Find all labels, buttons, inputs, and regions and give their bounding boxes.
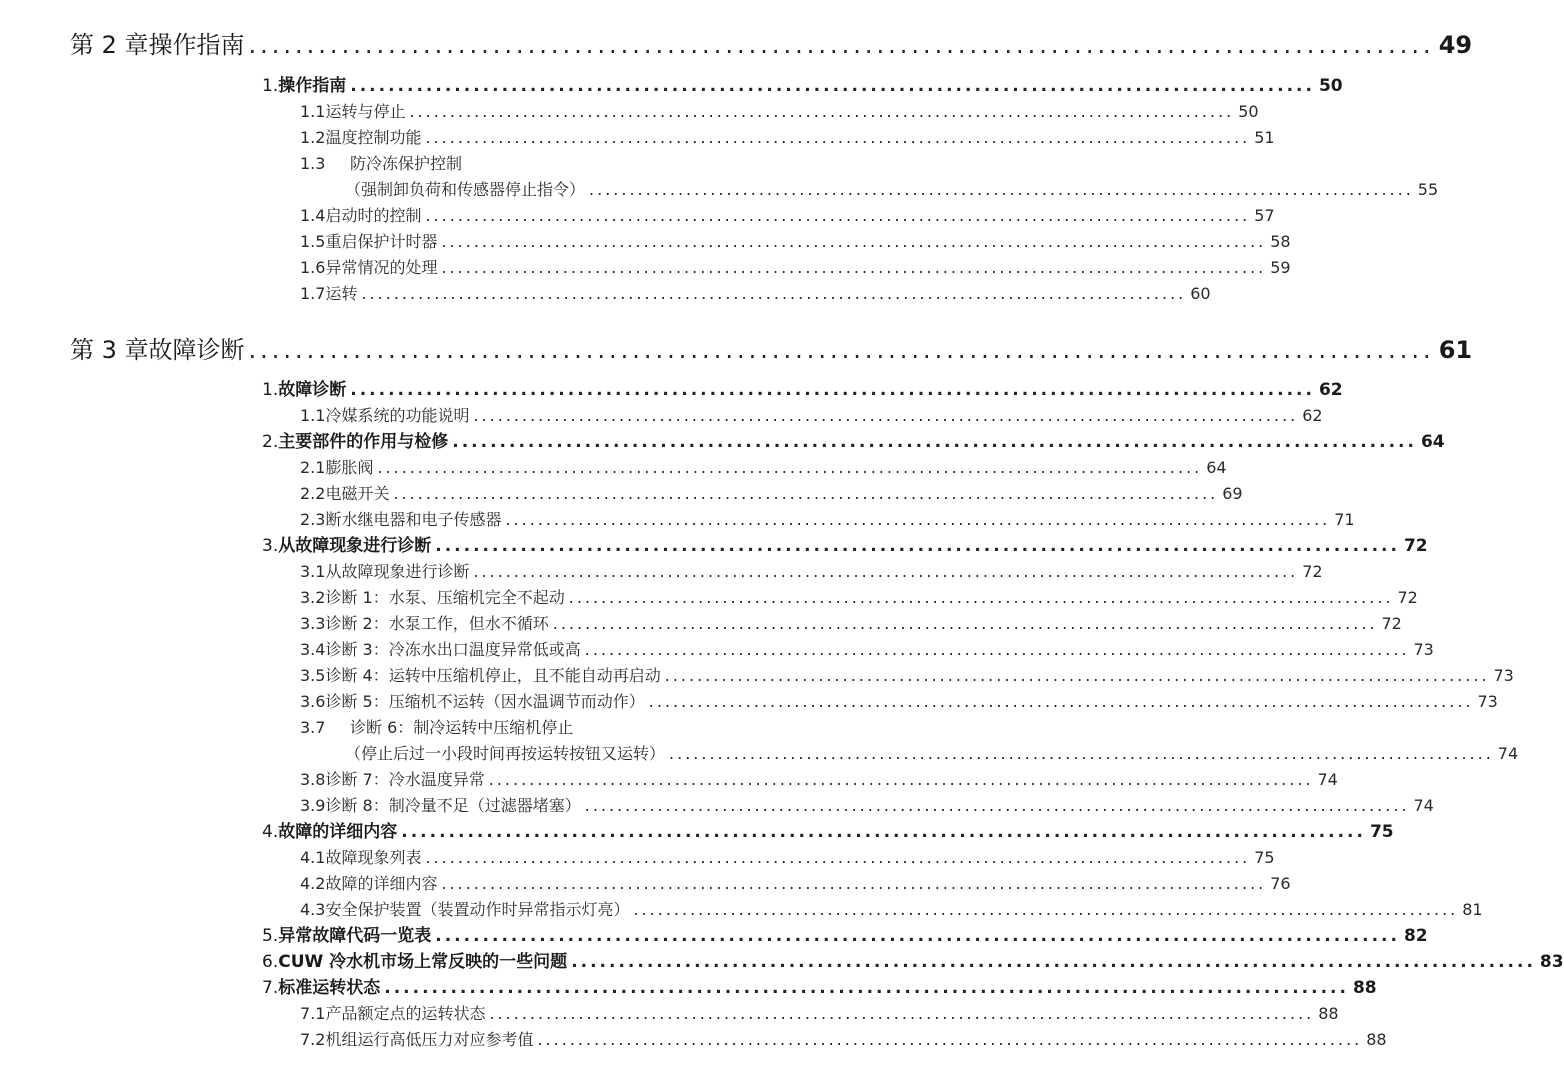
page-number: 51 (1254, 128, 1275, 147)
page-number: 62 (1318, 380, 1343, 400)
subsection-title: 诊断 6：制冷运转中压缩机停止 (350, 718, 574, 737)
leader-dots: ...................................................................................................... (409, 102, 1235, 121)
page-number: 69 (1222, 484, 1243, 503)
chapter-number: 第 2 章 (70, 31, 149, 59)
leader-dots: ...................................................................................................... (248, 336, 1435, 364)
subsection-number: 1.2 (300, 128, 326, 147)
page-number: 64 (1420, 432, 1445, 452)
page-number: 73 (1413, 640, 1434, 659)
section-number: 6. (262, 952, 279, 972)
leader-dots: ...................................................................................................... (401, 822, 1366, 842)
subsection-entry (300, 230, 1291, 254)
page-number: 61 (1438, 336, 1473, 364)
leader-dots: ...................................................................................................... (584, 640, 1410, 659)
subsection-entry (300, 664, 1514, 688)
leader-dots: ...................................................................................................... (669, 744, 1494, 763)
leader-dots: ...................................................................................................... (452, 432, 1417, 452)
subsection-number: 3.2 (300, 588, 326, 607)
subsection-number: 2.1 (300, 458, 326, 477)
leader-dots: ...................................................................................................... (552, 614, 1378, 633)
subsection-entry (300, 204, 1275, 228)
leader-dots: ...................................................................................................... (248, 31, 1435, 59)
page-number: 74 (1317, 770, 1338, 789)
subsection-number: 3.5 (300, 666, 326, 685)
section-number: 1. (262, 380, 279, 400)
page-number: 75 (1254, 848, 1275, 867)
leader-dots: ...................................................................................................... (505, 510, 1331, 529)
chapter-title: 操作指南 (148, 31, 245, 59)
subsection-number: 4.1 (300, 848, 326, 867)
section-number: 1. (262, 76, 279, 96)
leader-dots: ...................................................................................................... (488, 770, 1314, 789)
leader-dots: ...................................................................................................... (664, 666, 1490, 685)
subsection-title: 机组运行高低压力对应参考值 (325, 1030, 534, 1049)
subsection-number: 1.7 (300, 284, 326, 303)
leader-dots: ...................................................................................................... (441, 874, 1267, 893)
leader-dots: ...................................................................................................... (571, 952, 1536, 972)
section-title: 从故障现象进行诊断 (278, 536, 432, 556)
page-number: 72 (1381, 614, 1402, 633)
subsection-entry-first-line (300, 152, 462, 176)
page-number: 76 (1270, 874, 1291, 893)
section-entry (262, 534, 1428, 558)
subsection-entry (300, 612, 1402, 636)
page-number: 57 (1254, 206, 1275, 225)
subsection-number: 3.8 (300, 770, 326, 789)
leader-dots: ...................................................................................................... (384, 978, 1349, 998)
page-number: 88 (1352, 978, 1377, 998)
subsection-entry (300, 846, 1275, 870)
leader-dots: ...................................................................................................... (425, 848, 1251, 867)
page-number: 71 (1334, 510, 1355, 529)
page-number: 81 (1462, 900, 1483, 919)
section-title: 异常故障代码一览表 (278, 926, 432, 946)
section-entry (262, 924, 1428, 948)
subsection-number: 3.6 (300, 692, 326, 711)
subsection-entry (300, 872, 1291, 896)
subsection-title: 故障现象列表 (325, 848, 422, 867)
section-title: 操作指南 (278, 76, 347, 96)
subsection-title: 安全保护装置（装置动作时异常指示灯亮） (325, 900, 630, 919)
subsection-entry (300, 794, 1434, 818)
page-number: 75 (1369, 822, 1394, 842)
subsection-number: 2.3 (300, 510, 326, 529)
subsection-entry (300, 638, 1434, 662)
subsection-title: 运转与停止 (325, 102, 406, 121)
subsection-entry (300, 282, 1211, 306)
subsection-number: 3.7 (300, 718, 326, 737)
page-number: 82 (1403, 926, 1428, 946)
section-title: 主要部件的作用与检修 (278, 432, 449, 452)
leader-dots: ...................................................................................................... (435, 536, 1400, 556)
section-entry (262, 378, 1343, 402)
section-number: 4. (262, 822, 279, 842)
subsection-entry (300, 768, 1338, 792)
subsection-entry (300, 1002, 1339, 1026)
chapter-2-entry (70, 29, 1473, 61)
section-entry (262, 820, 1394, 844)
subsection-number: 1.5 (300, 232, 326, 251)
subsection-title: 诊断 4：运转中压缩机停止，且不能自动再启动 (325, 666, 661, 685)
subsection-number: 1.1 (300, 406, 326, 425)
subsection-entry (300, 690, 1498, 714)
leader-dots: ...................................................................................................... (473, 562, 1299, 581)
subsection-title-continued: （停止后过一小段时间再按运转按钮又运转） (345, 744, 666, 763)
page-number: 59 (1270, 258, 1291, 277)
section-number: 7. (262, 978, 279, 998)
section-entry (262, 430, 1445, 454)
subsection-title-continued: （强制卸负荷和传感器停止指令） (345, 180, 586, 199)
section-number: 2. (262, 432, 279, 452)
leader-dots: ...................................................................................................... (648, 692, 1474, 711)
subsection-title: 启动时的控制 (325, 206, 422, 225)
section-title: 故障的详细内容 (278, 822, 398, 842)
subsection-title: 电磁开关 (325, 484, 390, 503)
subsection-title: 防冷冻保护控制 (350, 154, 463, 173)
leader-dots: ...................................................................................................... (425, 128, 1251, 147)
subsection-entry (300, 898, 1483, 922)
subsection-title: 从故障现象进行诊断 (325, 562, 470, 581)
subsection-number: 3.4 (300, 640, 326, 659)
chapter-title: 故障诊断 (148, 336, 245, 364)
subsection-number: 7.2 (300, 1030, 326, 1049)
subsection-number: 3.1 (300, 562, 326, 581)
subsection-title: 重启保护计时器 (325, 232, 438, 251)
subsection-title: 温度控制功能 (325, 128, 422, 147)
leader-dots: ...................................................................................................... (584, 796, 1410, 815)
leader-dots: ...................................................................................................... (393, 484, 1219, 503)
page-number: 49 (1438, 31, 1473, 59)
page-number: 73 (1493, 666, 1514, 685)
subsection-entry-continuation (345, 178, 1439, 202)
subsection-number: 3.3 (300, 614, 326, 633)
chapter-3-entry (70, 334, 1473, 366)
subsection-title: 诊断 8：制冷量不足（过滤器堵塞） (325, 796, 581, 815)
leader-dots: ...................................................................................................... (537, 1030, 1363, 1049)
subsection-number: 1.6 (300, 258, 326, 277)
page-number: 72 (1302, 562, 1323, 581)
subsection-entry (300, 456, 1227, 480)
subsection-entry-continuation (345, 742, 1519, 766)
section-number: 3. (262, 536, 279, 556)
chapter-number: 第 3 章 (70, 336, 149, 364)
leader-dots: ...................................................................................................... (489, 1004, 1315, 1023)
subsection-number: 7.1 (300, 1004, 326, 1023)
page-number: 60 (1190, 284, 1211, 303)
subsection-title: 产品额定点的运转状态 (325, 1004, 486, 1023)
page-number: 50 (1318, 76, 1343, 96)
leader-dots: ...................................................................................................... (589, 180, 1414, 199)
subsection-number: 1.4 (300, 206, 326, 225)
subsection-entry (300, 560, 1323, 584)
page-number: 72 (1403, 536, 1428, 556)
page-number: 72 (1397, 588, 1418, 607)
leader-dots: ...................................................................................................... (441, 232, 1267, 251)
page-number: 50 (1238, 102, 1259, 121)
page-number: 74 (1413, 796, 1434, 815)
leader-dots: ...................................................................................................... (568, 588, 1394, 607)
subsection-title: 诊断 1：水泵、压缩机完全不起动 (325, 588, 565, 607)
subsection-entry (300, 508, 1355, 532)
leader-dots: ...................................................................................................... (473, 406, 1299, 425)
subsection-title: 诊断 2：水泵工作，但水不循环 (325, 614, 549, 633)
subsection-title: 异常情况的处理 (325, 258, 438, 277)
page-number: 58 (1270, 232, 1291, 251)
page-number: 83 (1539, 952, 1564, 972)
section-title: 故障诊断 (278, 380, 347, 400)
page-number: 88 (1366, 1030, 1387, 1049)
section-number: 5. (262, 926, 279, 946)
subsection-number: 1.3 (300, 154, 326, 173)
subsection-number: 2.2 (300, 484, 326, 503)
leader-dots: ...................................................................................................... (435, 926, 1400, 946)
subsection-entry (300, 586, 1418, 610)
subsection-entry (300, 126, 1275, 150)
subsection-title: 诊断 7：冷水温度异常 (325, 770, 485, 789)
subsection-number: 4.3 (300, 900, 326, 919)
subsection-entry (300, 404, 1323, 428)
subsection-title: 运转 (325, 284, 358, 303)
section-entry (262, 950, 1564, 974)
section-entry (262, 976, 1377, 1000)
leader-dots: ...................................................................................................... (425, 206, 1251, 225)
section-title: 标准运转状态 (278, 978, 381, 998)
section-title: CUW 冷水机市场上常反映的一些问题 (278, 952, 568, 972)
subsection-title: 诊断 3：冷冻水出口温度异常低或高 (325, 640, 581, 659)
leader-dots: ...................................................................................................... (441, 258, 1267, 277)
subsection-entry (300, 100, 1259, 124)
subsection-title: 故障的详细内容 (325, 874, 438, 893)
subsection-entry-first-line (300, 716, 573, 740)
leader-dots: ...................................................................................................... (361, 284, 1187, 303)
subsection-entry (300, 256, 1291, 280)
subsection-title: 膨胀阀 (325, 458, 374, 477)
leader-dots: ...................................................................................................... (350, 380, 1315, 400)
subsection-entry (300, 1028, 1387, 1052)
section-entry (262, 74, 1343, 98)
page-number: 64 (1206, 458, 1227, 477)
leader-dots: ...................................................................................................... (633, 900, 1459, 919)
subsection-title: 冷媒系统的功能说明 (325, 406, 470, 425)
subsection-number: 1.1 (300, 102, 326, 121)
page-number: 74 (1497, 744, 1519, 763)
subsection-number: 4.2 (300, 874, 326, 893)
page-number: 73 (1477, 692, 1498, 711)
page-number: 88 (1318, 1004, 1339, 1023)
subsection-number: 3.9 (300, 796, 326, 815)
page-number: 62 (1302, 406, 1323, 425)
subsection-title: 诊断 5：压缩机不运转（因水温调节而动作） (325, 692, 645, 711)
leader-dots: ...................................................................................................... (377, 458, 1203, 477)
page-number: 55 (1417, 180, 1439, 199)
subsection-title: 断水继电器和电子传感器 (325, 510, 502, 529)
leader-dots: ...................................................................................................... (350, 76, 1315, 96)
subsection-entry (300, 482, 1243, 506)
